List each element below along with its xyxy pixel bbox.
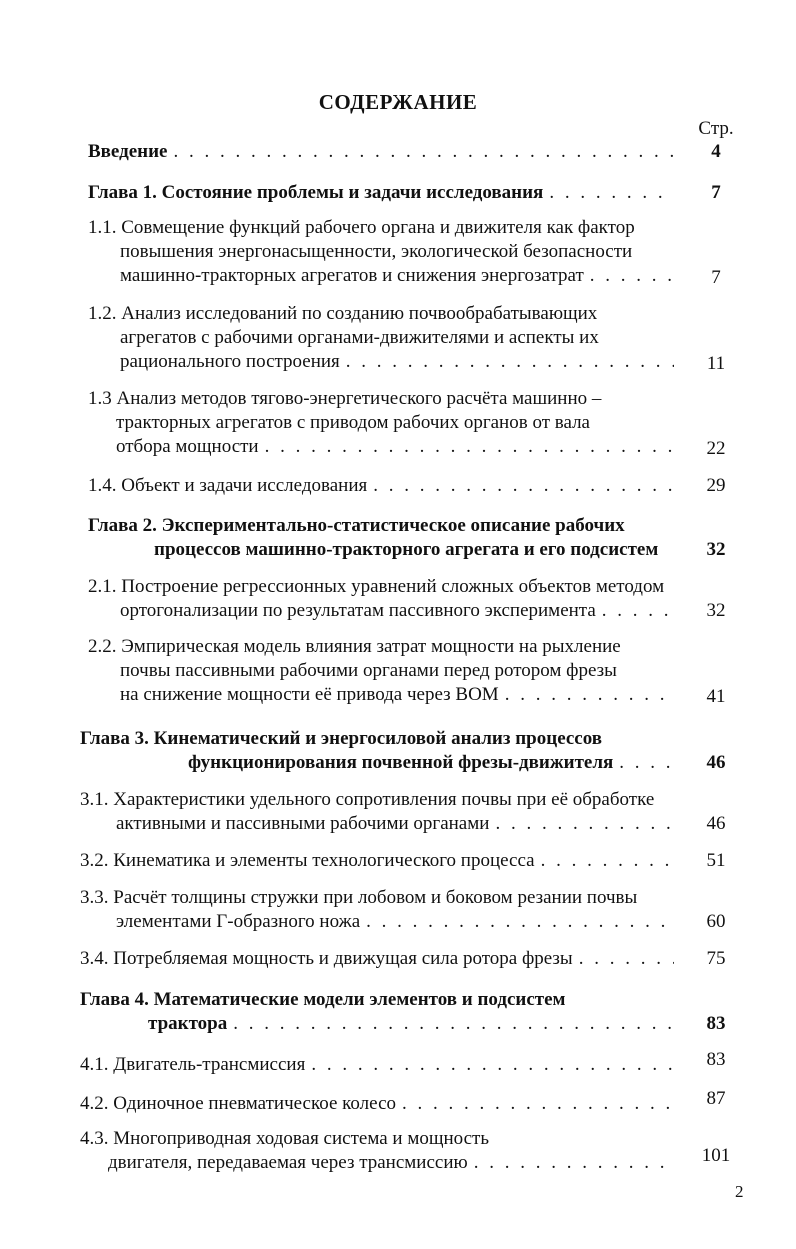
toc-entry-text: на снижение мощности её привода через ВОМ: [120, 684, 499, 705]
dot-leader: [579, 947, 674, 971]
toc-page-number: 32: [706, 539, 726, 560]
toc-entry-text: машинно-тракторных агрегатов и снижения энергозатрат: [120, 265, 584, 286]
toc-page-number: 22: [706, 438, 726, 459]
toc-page-number: 101: [701, 1145, 731, 1166]
toc-section-3-4[interactable]: [80, 947, 680, 971]
toc-entry-line: повышения энергонасыщенности, экологической безопасности: [120, 241, 633, 262]
toc-page-number: 87: [706, 1088, 726, 1109]
toc-entry-line: 1.2. Анализ исследований по созданию почвообрабатывающих: [88, 303, 598, 324]
dot-leader: [233, 1012, 674, 1036]
toc-entry-text: 3.4. Потребляемая мощность и движущая сила ротора фрезы: [80, 948, 573, 969]
toc-section-2-2[interactable]: [88, 635, 680, 707]
toc-section-2-1[interactable]: [88, 575, 680, 623]
dot-leader: [541, 849, 674, 873]
toc-section-4-3[interactable]: [80, 1127, 680, 1175]
toc-entry-text: 3.2. Кинематика и элементы технологического процесса: [80, 850, 535, 871]
dot-leader: [346, 350, 674, 374]
toc-entry-line: Глава 3. Кинематический и энергосиловой анализ процессов: [80, 728, 603, 749]
toc-page-number: 4: [711, 141, 721, 162]
toc-entry-text: процессов машинно-тракторного агрегата и его подсистем: [154, 539, 659, 560]
toc-entry-line: почвы пассивными рабочими органами перед ротором фрезы: [120, 660, 617, 681]
toc-section-1-4[interactable]: [88, 474, 680, 498]
dot-leader: [373, 474, 674, 498]
toc-section-1-2[interactable]: [88, 302, 680, 374]
toc-entry-text: 1.4. Объект и задачи исследования: [88, 475, 368, 496]
toc-entry-line: агрегатов с рабочими органами-движителями и аспекты их: [120, 327, 599, 348]
toc-chapter-1[interactable]: [88, 181, 680, 205]
toc-entry-introduction[interactable]: [88, 140, 680, 164]
dot-leader: [590, 264, 674, 288]
toc-page-number: 29: [706, 475, 726, 496]
toc-entry-text: функционирования почвенной фрезы-движителя: [188, 752, 614, 773]
toc-page-number: 83: [706, 1013, 726, 1034]
toc-page-number: 83: [706, 1049, 726, 1070]
page-number: 2: [735, 1182, 744, 1201]
toc-entry-text: трактора: [148, 1013, 228, 1034]
toc-page-number: 75: [706, 948, 726, 969]
toc-page-number: 32: [706, 600, 726, 621]
toc-section-1-1[interactable]: [88, 216, 680, 288]
toc-entry-text: 4.1. Двигатель-трансмиссия: [80, 1054, 306, 1075]
toc-entry-line: 2.2. Эмпирическая модель влияния затрат мощности на рыхление: [88, 636, 621, 657]
toc-entry-text: элементами Г-образного ножа: [116, 911, 361, 932]
dot-leader: [366, 910, 674, 934]
toc-page-number: 7: [711, 182, 721, 203]
toc-entry-text: активными и пассивными рабочими органами: [116, 813, 490, 834]
toc-chapter-3[interactable]: [80, 727, 680, 775]
dot-leader: [505, 683, 674, 707]
page-column-header: Стр.: [698, 118, 734, 139]
toc-section-3-1[interactable]: [80, 788, 680, 836]
toc-page-number: 7: [711, 267, 721, 288]
toc-entry-text: Глава 1. Состояние проблемы и задачи исследования: [88, 182, 544, 203]
toc-entry-line: 1.1. Совмещение функций рабочего органа и движителя как фактор: [88, 217, 635, 238]
toc-entry-line: 1.3 Анализ методов тягово-энергетического расчёта машинно –: [88, 388, 602, 409]
toc-entry-text: двигателя, передаваемая через трансмиссию: [108, 1152, 468, 1173]
dot-leader: [474, 1151, 674, 1175]
toc-page-number: 11: [706, 353, 726, 374]
toc-chapter-4[interactable]: [80, 988, 680, 1036]
dot-leader: [174, 140, 675, 164]
toc-page-number: 46: [706, 813, 726, 834]
toc-entry-line: 2.1. Построение регрессионных уравнений сложных объектов методом: [88, 576, 665, 597]
toc-entry-text: рационального построения: [120, 351, 340, 372]
dot-leader: [602, 599, 674, 623]
toc-section-4-2[interactable]: [80, 1092, 680, 1116]
toc-section-3-2[interactable]: [80, 849, 680, 873]
toc-page-number: 46: [706, 752, 726, 773]
toc-entry-line: Глава 4. Математические модели элементов и подсистем: [80, 989, 566, 1010]
dot-leader: [265, 435, 674, 459]
toc-entry-text: Введение: [88, 141, 168, 162]
toc-chapter-2[interactable]: [88, 514, 680, 562]
dot-leader: [495, 812, 674, 836]
page-title: СОДЕРЖАНИЕ: [318, 90, 478, 114]
toc-entry-line: тракторных агрегатов с приводом рабочих органов от вала: [116, 412, 590, 433]
toc-entry-text: отбора мощности: [116, 436, 259, 457]
toc-page-number: 41: [706, 686, 726, 707]
toc-entry-text: ортогонализации по результатам пассивного эксперимента: [120, 600, 596, 621]
toc-entry-line: Глава 2. Экспериментально-статистическое описание рабочих: [88, 515, 625, 536]
toc-page-number: 60: [706, 911, 726, 932]
dot-leader: [549, 181, 674, 205]
dot-leader: [311, 1053, 674, 1077]
toc-page-number: 51: [706, 850, 726, 871]
toc-entry-line: 3.1. Характеристики удельного сопротивления почвы при её обработке: [80, 789, 655, 810]
toc-section-3-3[interactable]: [80, 886, 680, 934]
toc-entry-text: 4.2. Одиночное пневматическое колесо: [80, 1093, 397, 1114]
toc-section-4-1[interactable]: [80, 1053, 680, 1077]
dot-leader: [402, 1092, 674, 1116]
dot-leader: [619, 751, 674, 775]
toc-entry-line: 4.3. Многоприводная ходовая система и мощность: [80, 1128, 490, 1149]
toc-entry-line: 3.3. Расчёт толщины стружки при лобовом и боковом резании почвы: [80, 887, 638, 908]
toc-section-1-3[interactable]: [88, 387, 680, 459]
